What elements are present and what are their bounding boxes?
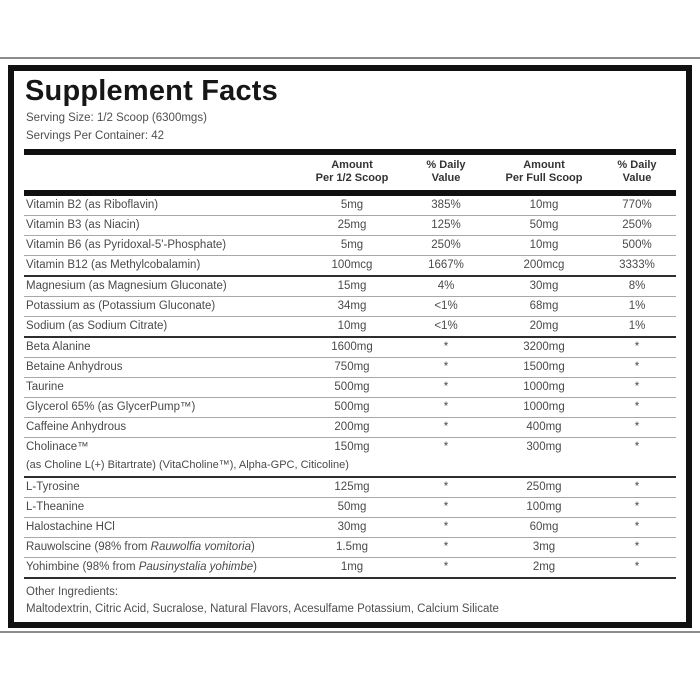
amount-per-half-scoop: 5mg [340,239,364,251]
daily-value-half-scoop: * [443,541,449,553]
image-edge-line-top [0,57,700,59]
ingredient-name: Betaine Anhydrous [26,361,123,373]
ingredient-name: Halostachine HCl [26,521,115,533]
ingredient-row [24,297,676,317]
amount-per-full-scoop: 200mcg [523,259,565,271]
amount-per-half-scoop: 1600mg [331,341,373,353]
ingredient-sub-detail: (as Choline L(+) Bitartrate) (VitaCholine™), Alpha-GPC, Citicoline) [26,459,349,471]
ingredient-name: Caffeine Anhydrous [26,421,127,433]
daily-value-full-scoop: * [634,381,640,393]
footer [26,584,676,618]
daily-value-full-scoop: 250% [622,219,652,231]
daily-value-full-scoop: * [634,481,640,493]
amount-per-half-scoop: 1mg [340,561,364,573]
ingredient-row [24,398,676,418]
daily-value-full-scoop: * [634,521,640,533]
col-header-daily-value-full [598,159,676,185]
daily-value-half-scoop: * [443,341,449,353]
col-header-line: Value [431,172,461,184]
ingredient-row [24,418,676,438]
col-header-daily-value-half [402,159,490,185]
daily-value-full-scoop: 500% [622,239,652,251]
col-header-line: Amount [331,159,373,171]
amount-per-full-scoop: 60mg [529,521,559,533]
ingredient-name: Glycerol 65% (as GlycerPump™) [26,401,196,413]
daily-value-full-scoop: 3333% [619,259,655,271]
ingredient-row [24,317,676,338]
daily-value-full-scoop: * [634,541,640,553]
amount-per-full-scoop: 250mg [526,481,562,493]
amount-per-full-scoop: 10mg [529,199,559,211]
daily-value-half-scoop: * [443,481,449,493]
ingredient-name: Beta Alanine [26,341,91,353]
daily-value-half-scoop: * [443,361,449,373]
ingredient-name: Vitamin B2 (as Riboflavin) [26,199,159,211]
col-header-amount-half-scoop [302,159,402,185]
daily-value-half-scoop: 4% [437,280,455,292]
daily-value-full-scoop: * [634,361,640,373]
amount-per-half-scoop: 1.5mg [336,541,368,553]
amount-per-half-scoop: 5mg [340,199,364,211]
daily-value-half-scoop: * [443,561,449,573]
amount-per-full-scoop: 1000mg [523,401,565,413]
ingredient-row [24,498,676,518]
amount-per-full-scoop: 10mg [529,239,559,251]
daily-value-full-scoop: 770% [622,199,652,211]
amount-per-half-scoop: 125mg [334,481,370,493]
ingredient-row [24,478,676,498]
ingredient-row [24,256,676,277]
amount-per-full-scoop: 1000mg [523,381,565,393]
ingredient-name: Taurine [26,381,64,393]
col-header-line: % Daily [617,159,657,171]
col-header-line: Value [622,172,652,184]
daily-value-full-scoop: * [634,501,640,513]
ingredient-name: Potassium as (Potassium Gluconate) [26,300,216,312]
amount-per-half-scoop: 15mg [337,280,367,292]
amount-per-half-scoop: 10mg [337,320,367,332]
ingredient-row [24,538,676,558]
col-header-line: Per 1/2 Scoop [315,172,389,184]
col-header-line: Amount [523,159,565,171]
ingredient-row [24,518,676,538]
col-header-amount-full-scoop [490,159,598,185]
ingredient-row [24,558,676,579]
amount-per-half-scoop: 500mg [334,401,370,413]
daily-value-half-scoop: 1667% [428,259,464,271]
ingredient-row [24,196,676,216]
supplement-facts-panel [8,65,692,628]
ingredient-row [24,358,676,378]
daily-value-half-scoop: * [443,381,449,393]
amount-per-full-scoop: 68mg [529,300,559,312]
daily-value-full-scoop: 1% [628,300,646,312]
amount-per-half-scoop: 50mg [337,501,367,513]
amount-per-half-scoop: 150mg [334,441,370,453]
amount-per-full-scoop: 300mg [526,441,562,453]
amount-per-full-scoop: 30mg [529,280,559,292]
daily-value-full-scoop: * [634,401,640,413]
amount-per-half-scoop: 500mg [334,381,370,393]
amount-per-half-scoop: 100mcg [331,259,373,271]
daily-value-full-scoop: * [634,441,640,453]
amount-per-half-scoop: 200mg [334,421,370,433]
daily-value-full-scoop: 1% [628,320,646,332]
daily-value-half-scoop: 125% [431,219,461,231]
image-edge-line-bottom [0,631,700,633]
ingredient-name: Magnesium (as Magnesium Gluconate) [26,280,227,292]
amount-per-full-scoop: 1500mg [523,361,565,373]
daily-value-full-scoop: * [634,341,640,353]
daily-value-half-scoop: <1% [434,320,458,332]
ingredient-row [24,236,676,256]
col-header-ingredient [24,159,302,185]
servings-per-container-text: Servings Per Container: 42 [26,130,165,142]
ingredient-name: Vitamin B3 (as Niacin) [26,219,140,231]
amount-per-half-scoop: 25mg [337,219,367,231]
ingredient-row [24,338,676,358]
col-header-line: % Daily [426,159,466,171]
amount-per-full-scoop: 50mg [529,219,559,231]
amount-per-half-scoop: 30mg [337,521,367,533]
daily-value-half-scoop: * [443,441,449,453]
ingredient-row [24,378,676,398]
amount-per-full-scoop: 2mg [532,561,556,573]
col-header-line: Per Full Scoop [505,172,583,184]
amount-per-full-scoop: 3mg [532,541,556,553]
daily-value-half-scoop: <1% [434,300,458,312]
panel-title: Supplement Facts [25,75,278,107]
daily-value-full-scoop: * [634,561,640,573]
daily-value-half-scoop: * [443,401,449,413]
daily-value-half-scoop: 385% [431,199,461,211]
ingredient-name: L-Tyrosine [26,481,80,493]
ingredient-row [24,438,676,478]
table-header-row [24,155,676,190]
ingredient-name: Cholinace™ [26,441,89,453]
ingredient-name: Sodium (as Sodium Citrate) [26,320,168,332]
other-ingredients-label: Other Ingredients: [26,586,119,598]
amount-per-half-scoop: 750mg [334,361,370,373]
daily-value-half-scoop: 250% [431,239,461,251]
daily-value-half-scoop: * [443,521,449,533]
ingredient-name: Rauwolscine (98% from Rauwolfia vomitoria) [26,541,255,553]
amount-per-full-scoop: 100mg [526,501,562,513]
ingredient-name: L-Theanine [26,501,85,513]
amount-per-half-scoop: 34mg [337,300,367,312]
daily-value-half-scoop: * [443,501,449,513]
ingredient-name: Vitamin B12 (as Methylcobalamin) [26,259,201,271]
serving-size-text: Serving Size: 1/2 Scoop (6300mgs) [26,112,207,124]
amount-per-full-scoop: 400mg [526,421,562,433]
facts-table-body [24,196,676,579]
ingredient-name: Vitamin B6 (as Pyridoxal-5'-Phosphate) [26,239,227,251]
ingredient-name: Yohimbine (98% from Pausinystalia yohimbe) [26,561,257,573]
daily-value-full-scoop: 8% [628,280,646,292]
ingredient-row [24,277,676,297]
ingredient-row [24,216,676,236]
amount-per-full-scoop: 20mg [529,320,559,332]
daily-value-half-scoop: * [443,421,449,433]
daily-value-full-scoop: * [634,421,640,433]
amount-per-full-scoop: 3200mg [523,341,565,353]
other-ingredients-list: Maltodextrin, Citric Acid, Sucralose, Natural Flavors, Acesulfame Potassium, Calcium Silicate [26,603,499,615]
